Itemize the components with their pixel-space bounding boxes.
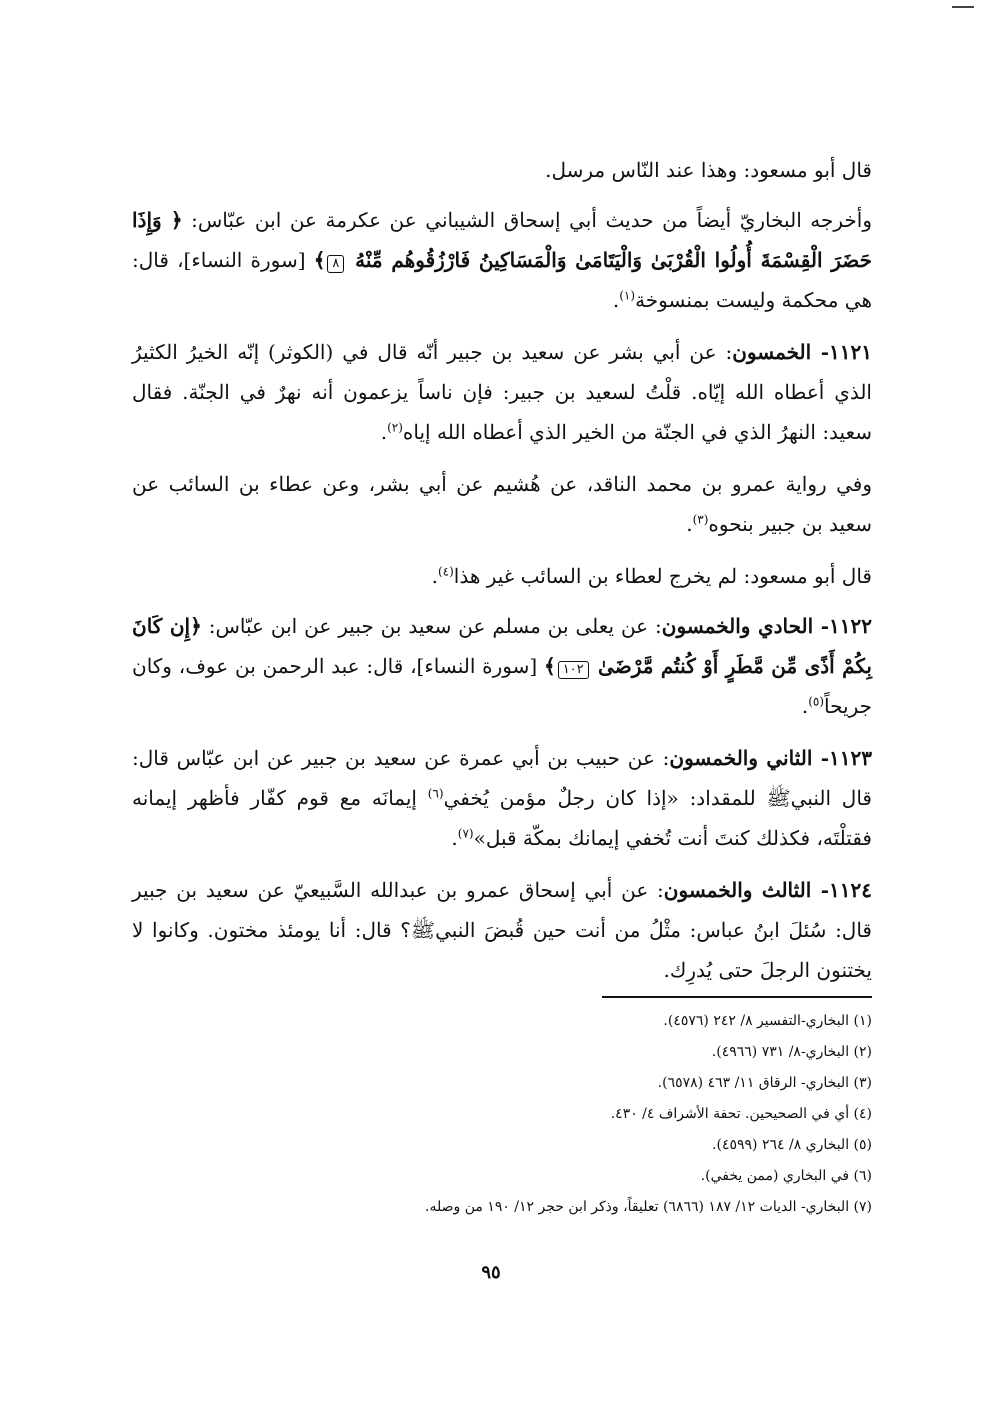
hadith-title: الخمسون	[732, 340, 812, 364]
footnote-ref: (٧)	[457, 826, 474, 841]
paragraph-naqid	[132, 464, 872, 544]
hadith-text: : عن أبي بشر عن سعيد بن جبير أنّه قال في (الكوثر) إنّه الخيرُ الكثيرُ الذي أعطاه الله إيّاه. قلْتُ لسعيد بن جبير: فإن ناساً يزعمون أنه نهرٌ في الجنّة. فقال سعيد: النهرُ الذي في الجنّة من الخير الذي أعطاه الله إياه	[132, 340, 872, 444]
hadith-1121	[132, 332, 872, 452]
paragraph-text: وأخرجه البخاريّ أيضاً من حديث أبي إسحاق الشيباني عن عكرمة عن ابن عبّاس:	[182, 208, 873, 232]
hadith-title: الثالث والخمسون	[663, 878, 812, 902]
footnote-6: (٦) في البخاري (ممن يخفي).	[700, 1168, 872, 1184]
paragraph-text: .	[431, 564, 438, 588]
footnote-4: (٤) أي في الصحيحين. تحفة الأشراف ٤/ ٤٣٠.	[610, 1106, 872, 1122]
page-body	[132, 150, 872, 1223]
footnotes-list	[132, 1006, 872, 1223]
ayah-number: ١٠٢	[558, 661, 589, 679]
footnote-divider	[602, 996, 872, 998]
hadith-text: إيمانَه مع قوم كفّار فأظهر إيمانه فقتلْتَه، فكذلك كنتَ أنت تُخفي إيمانك بمكّة قبل»	[132, 786, 872, 850]
paragraph-text: قال أبو مسعود: وهذا عند النّاس مرسل.	[545, 158, 872, 182]
page-number: ٩٥	[481, 1262, 501, 1283]
paragraph-abu-masud-2	[132, 556, 872, 596]
footnote-ref: (٣)	[692, 512, 709, 527]
paragraph-text: .	[612, 288, 620, 312]
footnote-3: (٣) البخاري- الرقاق ١١/ ٤٦٣ (٦٥٧٨).	[657, 1075, 872, 1091]
footnote-ref: (١)	[619, 288, 636, 303]
hadith-1123	[132, 738, 872, 858]
paragraph-text: .	[380, 420, 388, 444]
ayah-number: ٨	[327, 255, 344, 273]
hadith-title: الحادي والخمسون	[661, 614, 814, 638]
paragraph-text: وفي رواية عمرو بن محمد الناقد، عن هُشيم عن أبي بشر، وعن عطاء بن السائب عن سعيد بن جبير بنحوه	[132, 472, 872, 536]
corner-mark	[952, 6, 974, 8]
quran-bracket: ﴾	[313, 248, 326, 272]
footnote-ref: (٤)	[437, 564, 454, 579]
hadith-text: [سورة النساء]، قال: عبد الرحمن بن عوف، وكان جريحاً	[132, 654, 872, 718]
hadith-number: ١١٢١-	[811, 340, 872, 364]
footnote-ref: (٥)	[808, 694, 825, 709]
hadith-1122	[132, 606, 872, 726]
paragraph-bukhari-ikrima	[132, 200, 872, 320]
footnote-1: (١) البخاري-التفسير ٨/ ٢٤٢ (٤٥٧٦).	[663, 1013, 872, 1029]
hadith-number: ١١٢٣-	[812, 746, 872, 770]
hadith-title: الثاني والخمسون	[669, 746, 813, 770]
footnote-ref: (٢)	[387, 420, 403, 435]
footnote-2: (٢) البخاري-٨/ ٧٣١ (٤٩٦٦).	[711, 1044, 872, 1060]
quran-bracket: ﴾	[543, 654, 556, 678]
hadith-number: ١١٢٤-	[811, 878, 872, 902]
footnote-ref: (٦)	[427, 786, 444, 801]
hadith-number: ١١٢٢-	[813, 614, 873, 638]
hadith-text: : عن أبي إسحاق عمرو بن عبدالله السَّبيعيّ عن سعيد بن جبير قال: سُئلَ ابنُ عباس: مثْلُ من أنت حين قُبضَ النبيﷺ؟ قال: أنا يومئذ مختون. وكانوا لا يختنون الرجلَ حتى يُدرِك.	[132, 878, 872, 982]
footnote-7: (٧) البخاري- الديات ١٢/ ١٨٧ (٦٨٦٦) تعليقاً، وذكر ابن حجر ١٢/ ١٩٠ من وصله.	[425, 1199, 872, 1215]
quran-text: ﴿إِن كَانَ بِكُمْ أَذًى مِّن مَّطَرٍ أَوْ كُنتُم مَّرْضَىٰ	[132, 614, 872, 678]
paragraph-text: .	[451, 826, 458, 850]
footnote-5: (٥) البخاري ٨/ ٢٦٤ (٤٥٩٩).	[712, 1137, 872, 1153]
paragraph-text: .	[686, 512, 693, 536]
paragraph-text: .	[801, 694, 809, 718]
paragraph-text: [سورة النساء]، قال: هي محكمة وليست بمنسوخة	[132, 248, 872, 312]
paragraph-abu-masud-1	[132, 150, 872, 190]
hadith-1124	[132, 870, 872, 990]
hadith-text: : عن حبيب بن أبي عمرة عن سعيد بن جبير عن ابن عبّاس قال: قال النبيﷺ للمقداد: «إذا كان رجلٌ مؤمن يُخفي	[132, 746, 872, 810]
hadith-text: : عن يعلى بن مسلم عن سعيد بن جبير عن ابن عبّاس:	[201, 614, 662, 638]
quran-text: ﴿ وَإِذَا حَضَرَ الْقِسْمَةَ أُولُوا الْقُرْبَىٰ وَالْيَتَامَىٰ وَالْمَسَاكِينُ فَارْزُقُوهُم مِّنْهُ	[132, 208, 872, 272]
paragraph-text: قال أبو مسعود: لم يخرج لعطاء بن السائب غير هذا	[453, 564, 872, 588]
